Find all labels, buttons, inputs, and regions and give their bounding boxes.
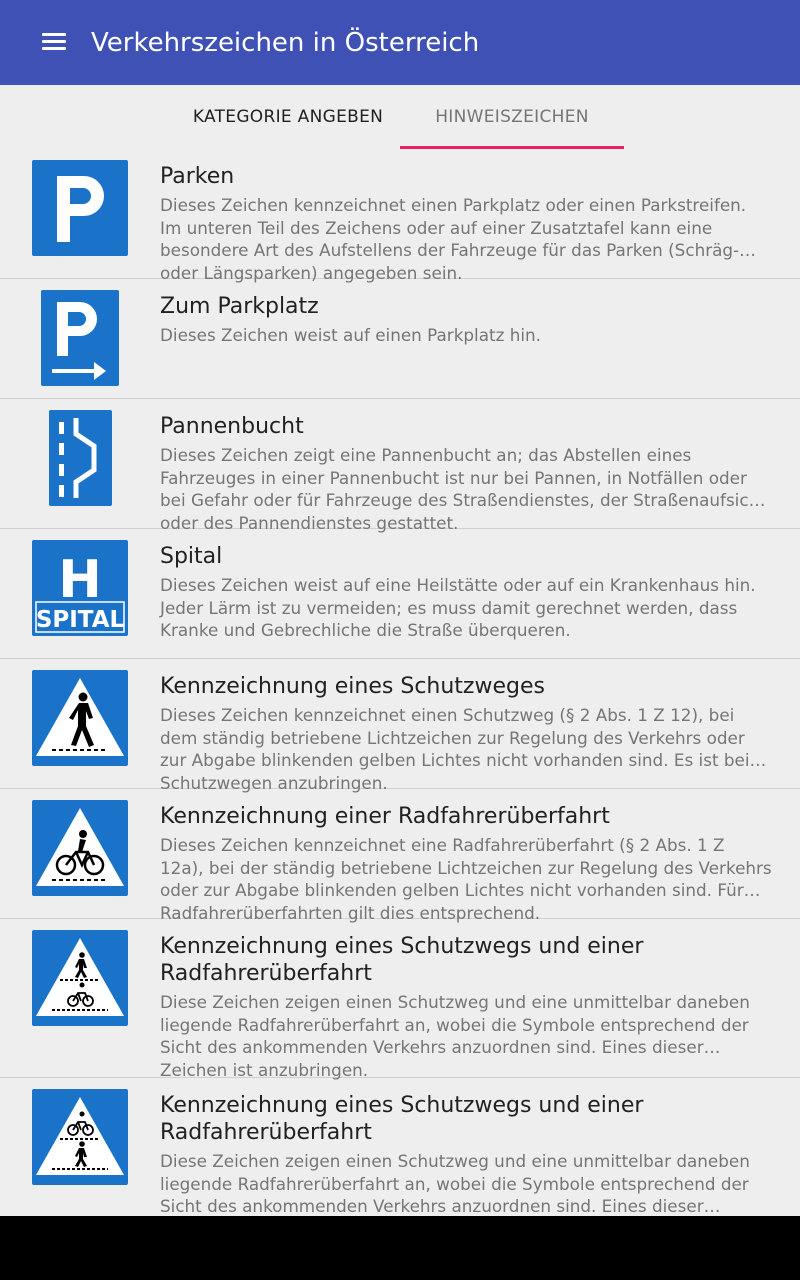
list-item-schutzweg-radfahrer-2[interactable] <box>0 1078 800 1239</box>
list-item-schutzweg[interactable] <box>0 659 800 794</box>
app-title: Verkehrszeichen in Österreich <box>91 28 480 58</box>
item-title: Kennzeichnung einer Radfahrerüberfahrt <box>160 804 610 829</box>
item-description: Dieses Zeichen weist auf eine Heilstätte oder auf ein Krankenhaus hin. Jeder Lärm ist zu vermeiden; es muss damit gerechnet werden, dass Kranke und Gebrechliche die Straße überqueren. <box>160 575 756 641</box>
item-title: Kennzeichnung eines Schutzwegs und einer Radfahrerüberfahrt <box>160 934 644 986</box>
item-title: Kennzeichnung eines Schutzwegs und einer Radfahrerüberfahrt <box>160 1093 644 1145</box>
item-description: Diese Zeichen zeigen einen Schutzweg und eine unmittelbar daneben liegende Radfahrerüberfahrt an, wobei die Symbole entsprechend der Sicht des ankommenden Verkehrs anzuordnen sind. Eines dieser Zeichen ist anzubringen. <box>160 992 750 1081</box>
item-title: Kennzeichnung eines Schutzweges <box>160 674 545 699</box>
list-item-parken[interactable] <box>0 149 800 284</box>
list-item-pannenbucht[interactable] <box>0 399 800 534</box>
pedestrian-crossing-sign-icon <box>32 670 128 766</box>
item-description: Dieses Zeichen kennzeichnet einen Schutzweg (§ 2 Abs. 1 Z 12), bei dem ständig betriebene Lichtzeichen zur Regelung des Verkehrs oder zur Abgabe blinkenden gelben Lichtes nicht vorhanden sind. Es ist bei Schutzwegen anzubringen. <box>160 705 750 794</box>
list-item-zum-parkplatz[interactable] <box>0 279 800 399</box>
item-title: Spital <box>160 544 223 569</box>
tab-hinweiszeichen[interactable]: HINWEISZEICHEN <box>435 107 589 127</box>
menu-icon[interactable] <box>38 28 72 56</box>
app-bar <box>0 0 800 85</box>
breakdown-bay-sign-icon <box>32 410 128 506</box>
hospital-sign-text: SPITAL <box>35 607 125 633</box>
list-item-schutzweg-radfahrer-1[interactable] <box>0 919 800 1081</box>
system-navigation-bar <box>0 1216 800 1280</box>
parking-direction-sign-icon <box>32 290 128 386</box>
item-title: Parken <box>160 164 235 189</box>
pedestrian-above-cyclist-crossing-sign-icon <box>32 930 128 1026</box>
list-item-radfahrerueberfahrt[interactable] <box>0 789 800 924</box>
hospital-sign-letter: H <box>58 550 102 610</box>
item-description: Diese Zeichen zeigen einen Schutzweg und eine unmittelbar daneben liegende Radfahrerüberfahrt an, wobei die Symbole entsprechend der Sicht des ankommenden Verkehrs anzuordnen sind. Eines dieser <box>160 1151 750 1217</box>
item-title: Zum Parkplatz <box>160 294 319 319</box>
tab-bar <box>0 85 800 149</box>
item-description: Dieses Zeichen kennzeichnet eine Radfahrerüberfahrt (§ 2 Abs. 1 Z 12a), bei der ständig betriebene Lichtzeichen zur Regelung des Verkehrs oder zur Abgabe blinkenden gelben Lichtes nicht vorhanden sind. Für Radfahrerüberfahrten gilt dies entsprechend. <box>160 835 772 924</box>
tab-kategorie-angeben[interactable]: KATEGORIE ANGEBEN <box>192 107 384 127</box>
item-description: Dieses Zeichen kennzeichnet einen Parkplatz oder einen Parkstreifen. Im unteren Teil des Zeichens oder auf einer Zusatztafel kann eine besondere Art des Aufstellens der Fahrzeuge für das Parken (Schräg- oder Längsparken) angegeben sein. <box>160 195 747 284</box>
sign-list[interactable] <box>0 149 800 1216</box>
hospital-sign-icon <box>32 540 128 636</box>
cyclist-above-pedestrian-crossing-sign-icon <box>32 1089 128 1185</box>
item-description: Dieses Zeichen zeigt eine Pannenbucht an; das Abstellen eines Fahrzeuges in einer Pannenbucht ist nur bei Pannen, in Notfällen oder bei Gefahr oder für Fahrzeuge des Straßendienstes, der Straßenaufsicht oder des Pannendienstes gestattet. <box>160 445 766 534</box>
item-title: Pannenbucht <box>160 414 304 439</box>
parking-sign-icon <box>32 160 128 256</box>
list-item-spital[interactable] <box>0 529 800 659</box>
cyclist-crossing-sign-icon <box>32 800 128 896</box>
item-description: Dieses Zeichen weist auf einen Parkplatz hin. <box>160 325 541 345</box>
